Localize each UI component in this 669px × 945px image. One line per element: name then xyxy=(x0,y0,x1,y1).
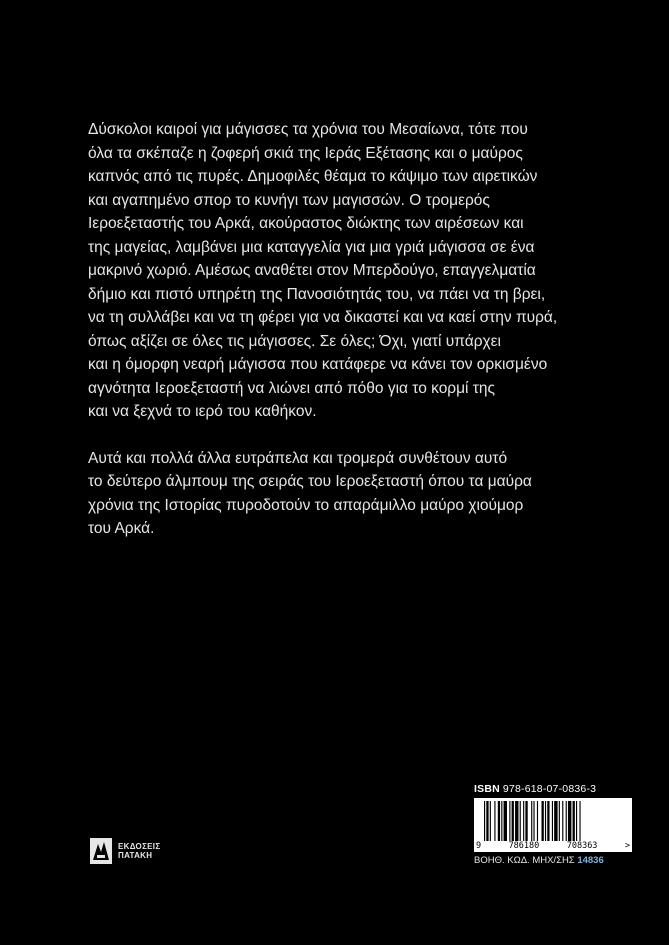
barcode-bar xyxy=(501,801,502,841)
blurb-line: και η όμορφη νεαρή μάγισσα που κατάφερε να κάνει τον ορκισμένο xyxy=(88,356,548,373)
barcode-digits xyxy=(476,841,630,851)
barcode-bar xyxy=(512,801,514,841)
barcode-bar xyxy=(490,801,491,841)
barcode-bar xyxy=(486,801,488,841)
barcode-bar xyxy=(484,801,485,841)
barcode-bar xyxy=(568,801,571,841)
barcode-bar xyxy=(545,801,546,841)
barcode-bar xyxy=(542,801,544,841)
blurb-line: χρόνια της Ιστορίας πυροδοτούν το απαράμιλλο μαύρο χιούμορ xyxy=(88,496,524,514)
barcode-bar xyxy=(504,801,507,841)
publisher-logo-icon xyxy=(88,836,114,866)
barcode-bar xyxy=(525,801,527,841)
barcode-bar xyxy=(573,801,575,841)
blurb-line: Δύσκολοι καιροί για μάγισσες τα χρόνια του Μεσαίωνα, τότε που xyxy=(88,121,528,138)
back-cover-blurb xyxy=(88,118,608,541)
blurb-line: να τη συλλάβει και να τη φέρει για να δικαστεί και να καεί στην πυρά, xyxy=(88,309,558,326)
barcode-bar xyxy=(515,801,518,841)
publisher-name-line-1: ΕΚΔΟΣΕΙΣ xyxy=(118,842,161,851)
barcode-bar xyxy=(533,801,534,841)
blurb-line: καπνός από τις πυρές. Δημοφιλές θέαμα το κάψιμο των αιρετικών xyxy=(88,168,538,185)
barcode-bar xyxy=(566,801,567,841)
isbn-block xyxy=(474,783,632,866)
isbn-label: ISBN xyxy=(474,783,500,795)
blurb-line: όλα τα σκέπαζε η ζοφερή σκιά της Ιεράς Εξέτασης και ο μαύρος xyxy=(88,144,523,162)
blurb-line: όπως αξίζει σε όλες τις μάγισσες. Σε όλες; Όχι, γιατί υπάρχει xyxy=(88,332,501,350)
isbn-line xyxy=(474,783,632,795)
barcode-bar xyxy=(554,801,557,841)
blurb-line: αγνότητα Ιεροεξεταστή να λιώνει από πόθο για το κορμί της xyxy=(88,379,496,397)
publisher-logo xyxy=(88,836,160,866)
blurb-line: και αγαπημένο σπορ το κυνήγι των μαγισσών. Ο τρομερός xyxy=(88,191,490,209)
publisher-name-line-2: ΠΑΤΑΚΗ xyxy=(118,851,153,860)
blurb-line: του Αρκά. xyxy=(88,520,155,537)
blurb-line: της μαγείας, λαμβάνει μια καταγγελία για μια γριά μάγισσα σε ένα xyxy=(88,238,535,256)
barcode-digit-group: 708363 xyxy=(566,841,598,851)
barcode-bar xyxy=(552,801,553,841)
barcode-bar xyxy=(520,801,521,841)
barcode xyxy=(474,798,632,852)
barcode-bar xyxy=(562,801,563,841)
blurb-line: Ιεροεξεταστής του Αρκά, ακούραστος διώκτης των αιρέσεων και xyxy=(88,215,524,232)
blurb-line: Αυτά και πολλά άλλα ευτράπελα και τρομερά συνθέτουν αυτό xyxy=(88,449,508,467)
barcode-bar xyxy=(531,801,532,841)
blurb-line: μακρινό χωριό. Αμέσως αναθέτει στον Μπερδούγο, επαγγελματία xyxy=(88,262,536,279)
barcode-bar xyxy=(537,801,538,841)
aux-code-label: ΒΟΗΘ. ΚΩΔ. ΜΗΧ/ΣΗΣ xyxy=(474,855,575,866)
aux-code-line xyxy=(474,855,632,866)
blurb-paragraph-1 xyxy=(88,118,608,424)
barcode-digit-group: 786180 xyxy=(508,841,540,851)
barcode-bar xyxy=(579,801,580,841)
barcode-bar xyxy=(559,801,560,841)
blurb-line: το δεύτερο άλμπουμ της σειράς του Ιεροεξεταστή όπου τα μαύρα xyxy=(88,473,532,490)
barcode-bar xyxy=(547,801,549,841)
aux-code-number: 14836 xyxy=(577,855,604,866)
barcode-bar xyxy=(576,801,577,841)
blurb-line: και να ξεχνά το ιερό του καθήκον. xyxy=(88,403,317,420)
isbn-number: 978-618-07-0836-3 xyxy=(502,783,597,795)
barcode-bar xyxy=(494,801,495,841)
barcode-bar xyxy=(523,801,524,841)
blurb-paragraph-2 xyxy=(88,447,608,541)
barcode-bar xyxy=(498,801,500,841)
barcode-digit-group: 9 xyxy=(476,841,482,851)
barcode-bar xyxy=(509,801,510,841)
blurb-line: δήμιο και πιστό υπηρέτη της Πανοσιότητάς του, να πάει να τη βρει, xyxy=(88,285,546,303)
barcode-bars xyxy=(484,801,628,841)
barcode-digit-group: > xyxy=(624,841,630,851)
